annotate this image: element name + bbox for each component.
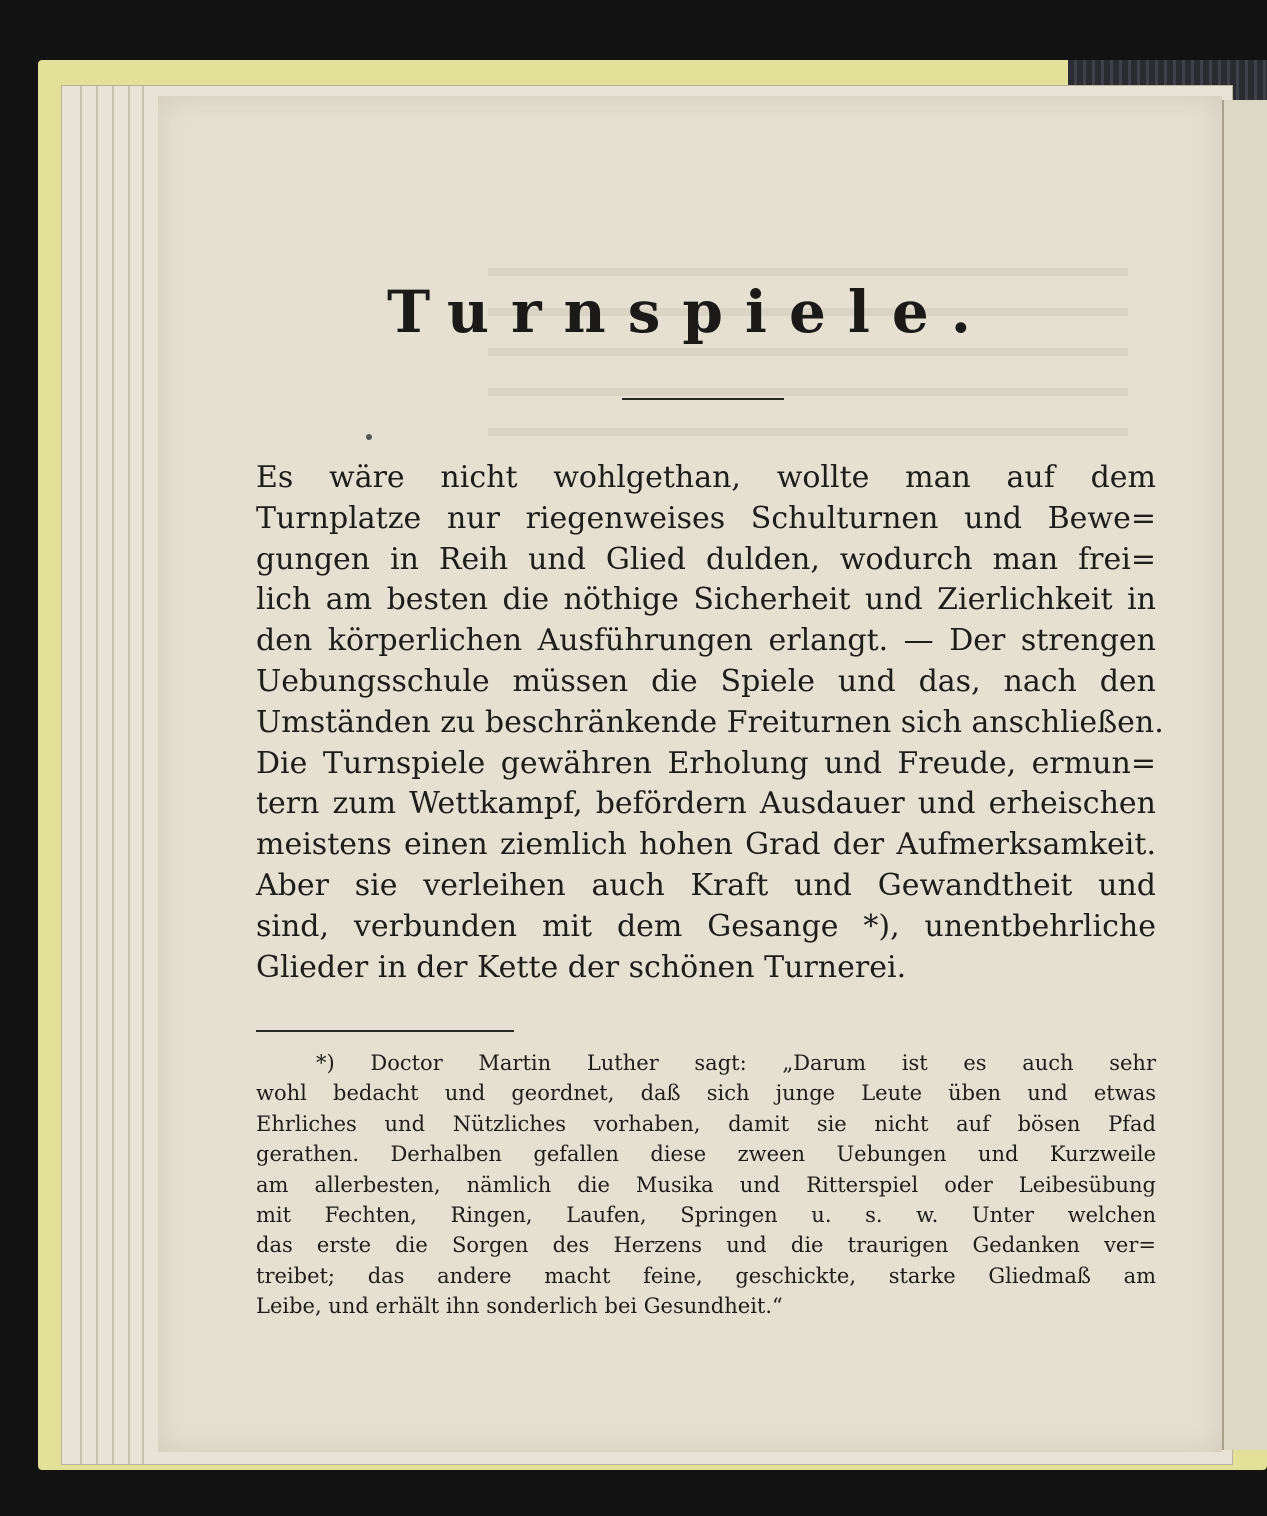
book-page <box>158 96 1222 1452</box>
body-line: Es wäre nicht wohlgethan, wollte man auf dem <box>256 460 1156 495</box>
footnote-line: Leibe, und erhält ihn sonderlich bei Gesundheit.“ <box>256 1294 783 1319</box>
body-line: den körperlichen Ausführungen erlangt. — Der strengen <box>256 623 1156 659</box>
body-line: Aber sie verleihen auch Kraft und Gewandtheit und <box>256 867 1156 903</box>
body-line: tern zum Wettkampf, befördern Ausdauer und erheischen <box>256 786 1156 822</box>
title-rule <box>622 398 784 400</box>
footnote-line: treibet; das andere macht feine, geschickte, starke Gliedmaß am <box>256 1263 1156 1288</box>
footnote-line: am allerbesten, nämlich die Musika und Ritterspiel oder Leibesübung <box>256 1172 1156 1197</box>
body-line: gungen in Reih und Glied dulden, wodurch man frei= <box>256 541 1156 577</box>
footnote-line: Ehrliches und Nützliches vorhaben, damit sie nicht auf bösen Pfad <box>256 1111 1156 1136</box>
facing-page-edge <box>1222 100 1267 1450</box>
footnote-line: mit Fechten, Ringen, Laufen, Springen u. s. w. Unter welchen <box>256 1202 1156 1227</box>
body-line: Glieder in der Kette der schönen Turnerei. <box>256 949 907 985</box>
body-line: meistens einen ziemlich hohen Grad der Aufmerksamkeit. <box>256 827 1156 863</box>
footnote-line: wohl bedacht und geordnet, daß sich junge Leute üben und etwas <box>256 1081 1156 1106</box>
footnote-rule <box>256 1030 514 1032</box>
body-line: Turnplatze nur riegenweises Schulturnen und Bewe= <box>256 500 1156 536</box>
footnote-line: *) Doctor Martin Luther sagt: „Darum ist es auch sehr <box>316 1051 1156 1075</box>
body-line: Uebungsschule müssen die Spiele und das, nach den <box>256 663 1156 699</box>
footnote-line: gerathen. Derhalben gefallen diese zween Uebungen und Kurzweile <box>256 1142 1156 1167</box>
body-paragraph <box>256 458 1164 988</box>
body-line: Die Turnspiele gewähren Erholung und Freude, ermun= <box>256 745 1156 781</box>
page-title: Turnspiele. <box>386 278 993 346</box>
show-through-text <box>488 246 1128 446</box>
ink-speck <box>366 434 372 440</box>
footnote <box>256 1048 1156 1322</box>
body-line: sind, verbunden mit dem Gesange *), unentbehrliche <box>256 908 1156 944</box>
footnote-line: das erste die Sorgen des Herzens und die traurigen Gedanken ver= <box>256 1233 1156 1258</box>
body-line: Umständen zu beschränkende Freiturnen sich anschließen. <box>256 704 1164 740</box>
body-line: lich am besten die nöthige Sicherheit und Zierlichkeit in <box>256 582 1156 618</box>
